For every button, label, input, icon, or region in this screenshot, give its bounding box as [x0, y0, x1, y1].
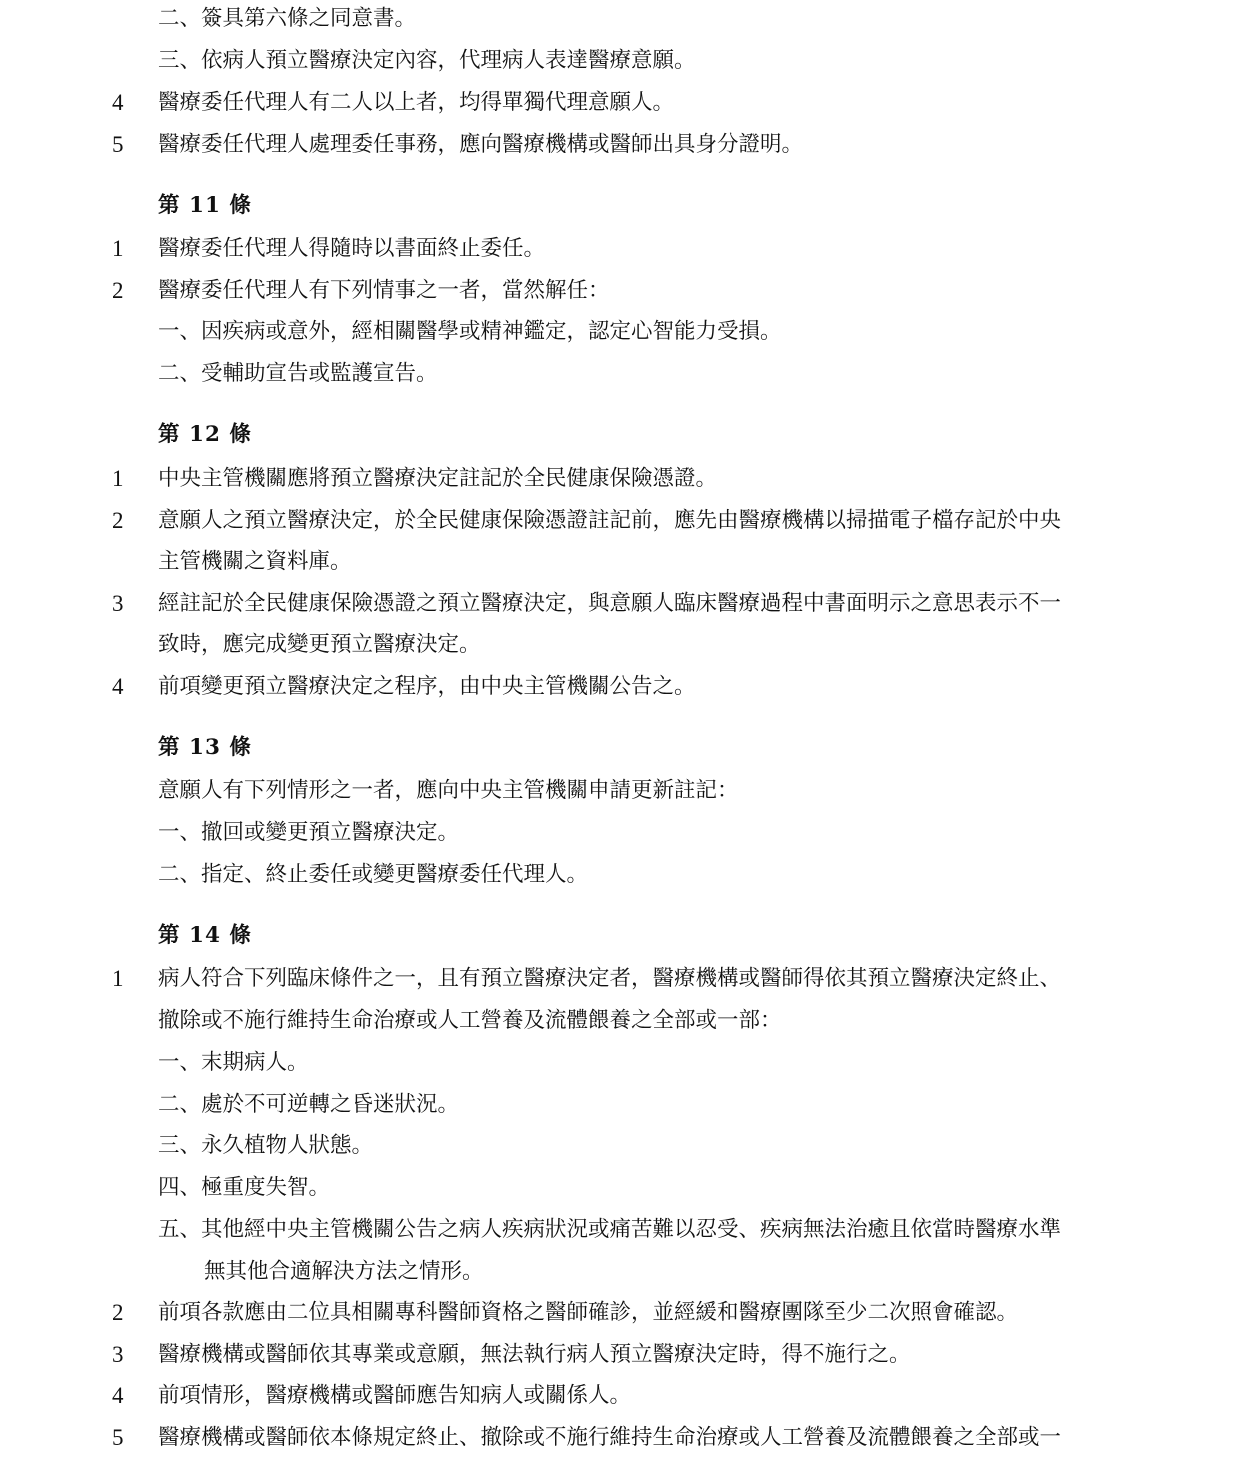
text-line [0, 40, 1240, 82]
text-line [0, 1209, 1240, 1251]
line-text: 醫療委任代理人處理委任事務，應向醫療機構或醫師出具身分證明。 [158, 132, 804, 158]
line-text: 無其他合適解決方法之情形。 [204, 1259, 484, 1285]
line-text: 一、因疾病或意外，經相關醫學或精神鑑定，認定心智能力受損。 [158, 319, 782, 345]
line-text: 致時，應完成變更預立醫療決定。 [158, 632, 481, 658]
line-text: 醫療機構或醫師依本條規定終止、撤除或不施行維持生命治療或人工營養及流體餵養之全部或一 [158, 1425, 1062, 1451]
text-line [0, 1334, 1240, 1376]
article-title: 第 11 條 [158, 193, 252, 219]
paragraph-number: 2 [112, 1300, 124, 1325]
article-heading [0, 414, 1240, 456]
text-line [0, 82, 1240, 124]
line-text: 經註記於全民健康保險憑證之預立醫療決定，與意願人臨床醫療過程中書面明示之意思表示不一 [158, 591, 1062, 617]
text-line [0, 1125, 1240, 1167]
text-line [0, 500, 1240, 542]
line-text: 醫療機構或醫師依其專業或意願，無法執行病人預立醫療決定時，得不施行之。 [158, 1342, 911, 1368]
line-text: 前項情形，醫療機構或醫師應告知病人或關係人。 [158, 1383, 632, 1409]
line-text: 撤除或不施行維持生命治療或人工營養及流體餵養之全部或一部： [158, 1008, 782, 1034]
line-text: 一、撤回或變更預立醫療決定。 [158, 820, 460, 846]
text-line [0, 583, 1240, 625]
paragraph-number: 2 [112, 278, 124, 303]
text-line [0, 624, 1240, 666]
text-line [0, 1042, 1240, 1084]
line-text: 中央主管機關應將預立醫療決定註記於全民健康保險憑證。 [158, 466, 718, 492]
line-text: 主管機關之資料庫。 [158, 549, 352, 575]
paragraph-number: 1 [112, 966, 124, 991]
line-text: 醫療委任代理人有二人以上者，均得單獨代理意願人。 [158, 90, 675, 116]
paragraph-number: 1 [112, 236, 124, 261]
text-line [0, 228, 1240, 270]
text-line [0, 541, 1240, 583]
line-text: 前項變更預立醫療決定之程序，由中央主管機關公告之。 [158, 674, 696, 700]
line-text: 二、處於不可逆轉之昏迷狀況。 [158, 1092, 460, 1118]
line-text: 意願人有下列情形之一者，應向中央主管機關申請更新註記： [158, 778, 739, 804]
line-text: 三、永久植物人狀態。 [158, 1133, 374, 1159]
paragraph-number: 4 [112, 1383, 124, 1408]
text-line [0, 812, 1240, 854]
text-line [0, 458, 1240, 500]
text-line [0, 124, 1240, 166]
paragraph-number: 5 [112, 1425, 124, 1450]
line-text: 二、受輔助宣告或監護宣告。 [158, 361, 438, 387]
text-line [0, 770, 1240, 812]
text-line [0, 1375, 1240, 1417]
line-text: 二、簽具第六條之同意書。 [158, 6, 417, 32]
article-title: 第 14 條 [158, 923, 252, 949]
paragraph-number: 5 [112, 132, 124, 157]
text-line [0, 958, 1240, 1000]
text-line [0, 0, 1240, 40]
text-line [0, 1417, 1240, 1459]
text-line [0, 854, 1240, 896]
paragraph-number: 4 [112, 674, 124, 699]
line-text: 醫療委任代理人有下列情事之一者，當然解任： [158, 278, 610, 304]
article-heading [0, 915, 1240, 957]
paragraph-number: 4 [112, 90, 124, 115]
article-heading [0, 727, 1240, 769]
line-text: 醫療委任代理人得隨時以書面終止委任。 [158, 236, 546, 262]
text-line [0, 1292, 1240, 1334]
text-line [0, 270, 1240, 312]
line-text: 五、其他經中央主管機關公告之病人疾病狀況或痛苦難以忍受、疾病無法治癒且依當時醫療水準 [158, 1217, 1062, 1243]
line-text: 三、依病人預立醫療決定內容，代理病人表達醫療意願。 [158, 48, 696, 74]
text-line [0, 1000, 1240, 1042]
paragraph-number: 3 [112, 591, 124, 616]
text-line [0, 666, 1240, 708]
paragraph-number: 3 [112, 1342, 124, 1367]
line-text: 意願人之預立醫療決定，於全民健康保險憑證註記前，應先由醫療機構以掃描電子檔存記於中央 [158, 508, 1062, 534]
line-text: 前項各款應由二位具相關專科醫師資格之醫師確診，並經緩和醫療團隊至少二次照會確認。 [158, 1300, 1019, 1326]
line-text: 二、指定、終止委任或變更醫療委任代理人。 [158, 862, 589, 888]
text-line [0, 1167, 1240, 1209]
paragraph-number: 2 [112, 508, 124, 533]
text-line [0, 311, 1240, 353]
article-title: 第 13 條 [158, 735, 252, 761]
article-heading [0, 185, 1240, 227]
article-title: 第 12 條 [158, 422, 252, 448]
text-line [0, 1251, 1240, 1293]
line-text: 四、極重度失智。 [158, 1175, 331, 1201]
line-text: 病人符合下列臨床條件之一，且有預立醫療決定者，醫療機構或醫師得依其預立醫療決定終止、 [158, 966, 1062, 992]
text-line [0, 353, 1240, 395]
text-line [0, 1084, 1240, 1126]
line-text: 一、末期病人。 [158, 1050, 309, 1076]
paragraph-number: 1 [112, 466, 124, 491]
